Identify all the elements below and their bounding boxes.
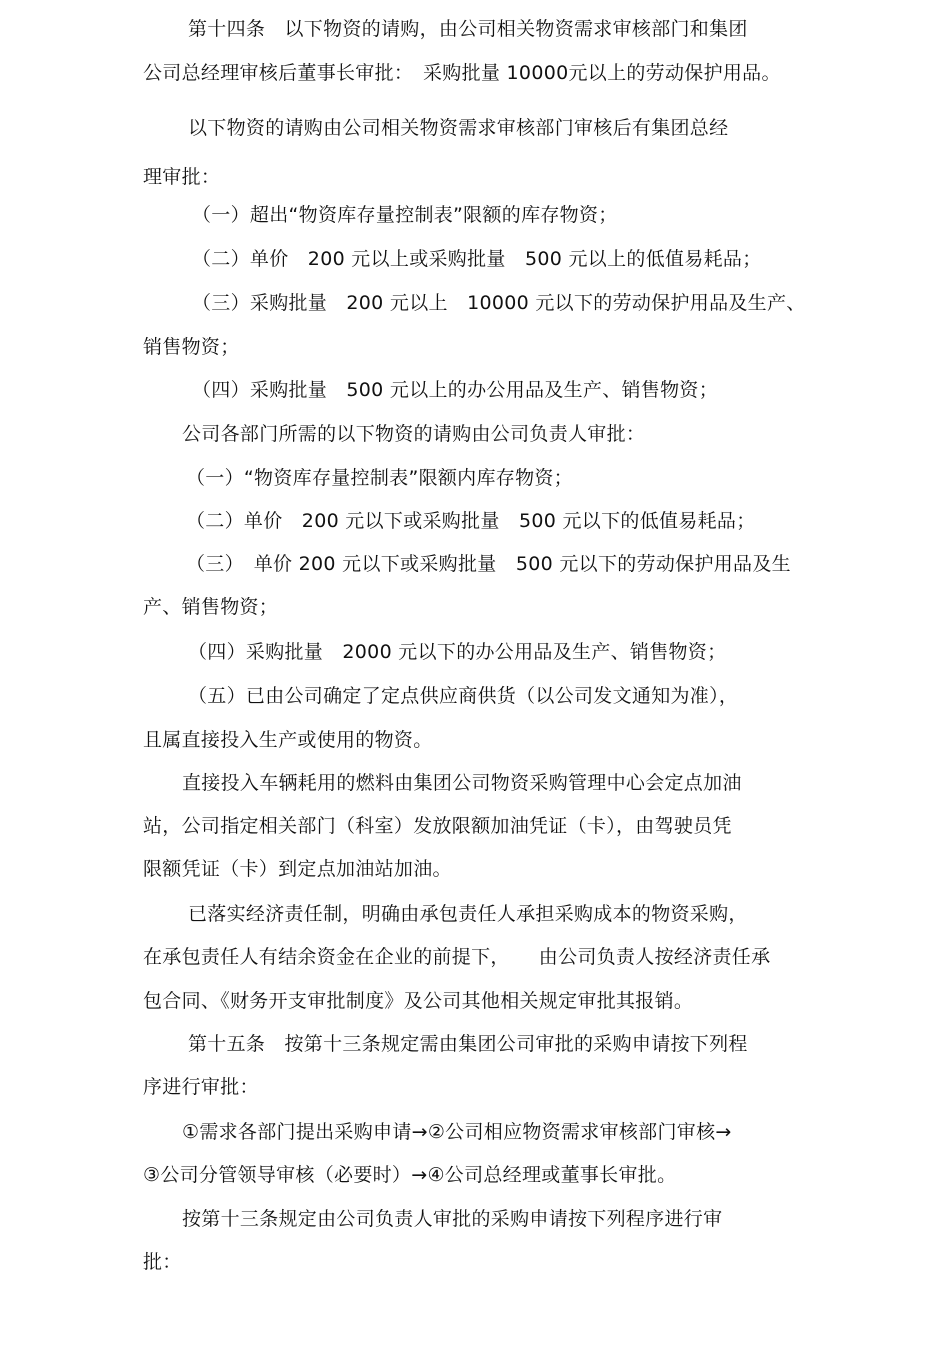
text-line: 批： bbox=[143, 1251, 182, 1273]
text-line: （四）采购批量 2000 元以下的办公用品及生产、销售物资； bbox=[188, 641, 727, 663]
text-line: 且属直接投入生产或使用的物资。 bbox=[143, 729, 433, 751]
text-line: （一）超出“物资库存量控制表”限额的库存物资； bbox=[192, 204, 618, 226]
text-line: 产、销售物资； bbox=[143, 596, 279, 618]
text-line: （三） 单价 200 元以下或采购批量 500 元以下的劳动保护用品及生 bbox=[186, 553, 791, 575]
text-line: 包合同、《财务开支审批制度》及公司其他相关规定审批其报销。 bbox=[143, 990, 694, 1012]
text-line: 已落实经济责任制，明确由承包责任人承担采购成本的物资采购， bbox=[188, 903, 748, 925]
text-line: 在承包责任人有结余资金在企业的前提下， 由公司负责人按经济责任承 bbox=[143, 946, 771, 968]
text-line: （五）已由公司确定了定点供应商供货（以公司发文通知为准）， bbox=[188, 685, 739, 707]
text-line: （三）采购批量 200 元以上 10000 元以下的劳动保护用品及生产、 bbox=[192, 292, 806, 314]
text-line: 第十四条 以下物资的请购，由公司相关物资需求审核部门和集团 bbox=[188, 18, 748, 40]
text-line: 序进行审批： bbox=[143, 1076, 259, 1098]
text-line: 直接投入车辆耗用的燃料由集团公司物资采购管理中心会定点加油 bbox=[182, 772, 742, 794]
text-line: 销售物资； bbox=[143, 336, 240, 358]
text-line: 第十五条 按第十三条规定需由集团公司审批的采购申请按下列程 bbox=[188, 1033, 748, 1055]
text-line: 理审批： bbox=[143, 166, 221, 188]
text-line: 以下物资的请购由公司相关物资需求审核部门审核后有集团总经 bbox=[188, 117, 729, 139]
text-line: 公司各部门所需的以下物资的请购由公司负责人审批： bbox=[182, 423, 646, 445]
text-line: 按第十三条规定由公司负责人审批的采购申请按下列程序进行审 bbox=[182, 1208, 723, 1230]
text-line: （二）单价 200 元以下或采购批量 500 元以下的低值易耗品； bbox=[186, 510, 756, 532]
text-line: 公司总经理审核后董事长审批： 采购批量 10000元以上的劳动保护用品。 bbox=[143, 62, 781, 84]
text-line: ③公司分管领导审核（必要时）→④公司总经理或董事长审批。 bbox=[143, 1164, 677, 1186]
text-line: 站，公司指定相关部门（科室）发放限额加油凭证（卡），由驾驶员凭 bbox=[143, 815, 732, 837]
text-line: ①需求各部门提出采购申请→②公司相应物资需求审核部门审核→ bbox=[182, 1121, 732, 1143]
text-line: （四）采购批量 500 元以上的办公用品及生产、销售物资； bbox=[192, 379, 719, 401]
text-line: 限额凭证（卡）到定点加油站加油。 bbox=[143, 858, 452, 880]
text-line: （一）“物资库存量控制表”限额内库存物资； bbox=[186, 467, 573, 489]
text-line: （二）单价 200 元以上或采购批量 500 元以上的低值易耗品； bbox=[192, 248, 762, 270]
